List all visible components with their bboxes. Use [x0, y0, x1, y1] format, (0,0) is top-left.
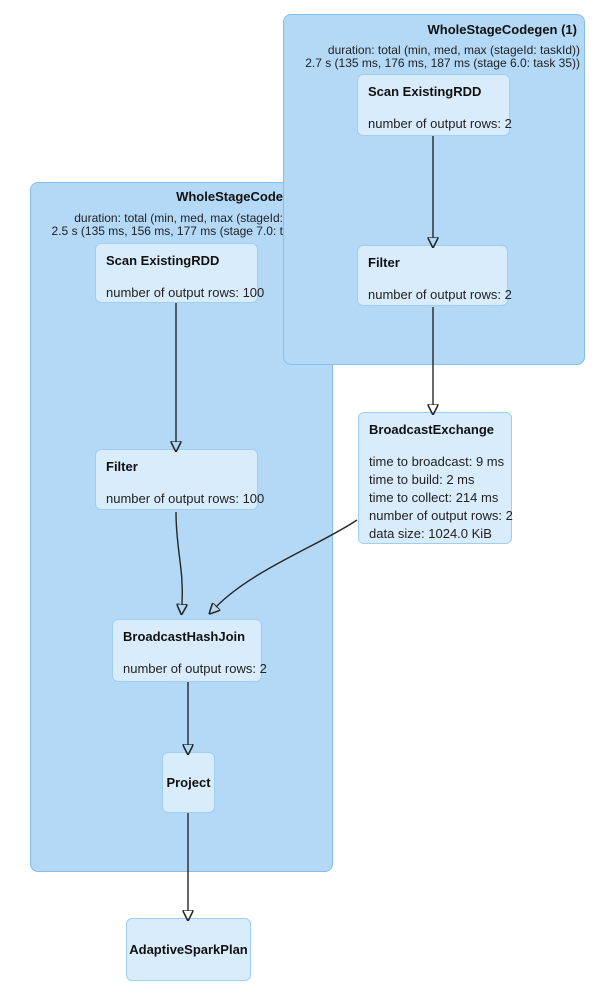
cluster-1-duration-line1: duration: total (min, med, max (stageId: taskId)) [327, 43, 580, 57]
node-metric: time to build: 2 ms [369, 472, 475, 487]
node-filter-right [357, 245, 512, 306]
node-title: BroadcastExchange [369, 422, 494, 437]
cluster-1-title: WholeStageCodegen (1) [427, 22, 577, 37]
node-filter-left [95, 449, 265, 510]
cluster-2-title: WholeStageCode [176, 189, 283, 204]
cluster-2-duration [52, 212, 283, 238]
node-adaptive-spark-plan [126, 918, 251, 981]
node-title: Filter [106, 459, 138, 474]
node-metric: time to collect: 214 ms [369, 490, 499, 505]
node-scan-existingrdd-left [95, 243, 265, 303]
node-title: Filter [368, 255, 400, 270]
node-metric: data size: 1024.0 KiB [369, 526, 492, 541]
cluster-2-duration-line1: duration: total (min, med, max (stageId: [74, 211, 283, 225]
node-metric: number of output rows: 100 [106, 285, 265, 300]
cluster-1-duration [284, 44, 580, 70]
node-scan-existingrdd-right [357, 74, 510, 136]
node-title: BroadcastHashJoin [123, 629, 246, 644]
node-title: Scan ExistingRDD [368, 84, 482, 99]
node-project [162, 752, 215, 813]
node-metric: number of output rows: 100 [106, 491, 265, 506]
node-metric: number of output rows: 2 [369, 508, 513, 523]
node-metric: number of output rows: 2 [123, 661, 267, 676]
node-broadcast-hash-join [112, 619, 267, 682]
node-metric: time to broadcast: 9 ms [369, 454, 505, 469]
node-title: AdaptiveSparkPlan [129, 942, 248, 957]
node-title: Scan ExistingRDD [106, 253, 220, 268]
node-metric: number of output rows: 2 [368, 287, 512, 302]
node-broadcast-exchange [358, 412, 512, 544]
node-title: Project [166, 775, 211, 790]
node-metric: number of output rows: 2 [368, 116, 512, 131]
cluster-wholestagecodegen-1 [283, 14, 585, 365]
cluster-1-duration-line2: 2.7 s (135 ms, 176 ms, 187 ms (stage 6.0: task 35)) [305, 56, 580, 70]
cluster-2-duration-line2: 2.5 s (135 ms, 156 ms, 177 ms (stage 7.0: t [51, 224, 283, 238]
